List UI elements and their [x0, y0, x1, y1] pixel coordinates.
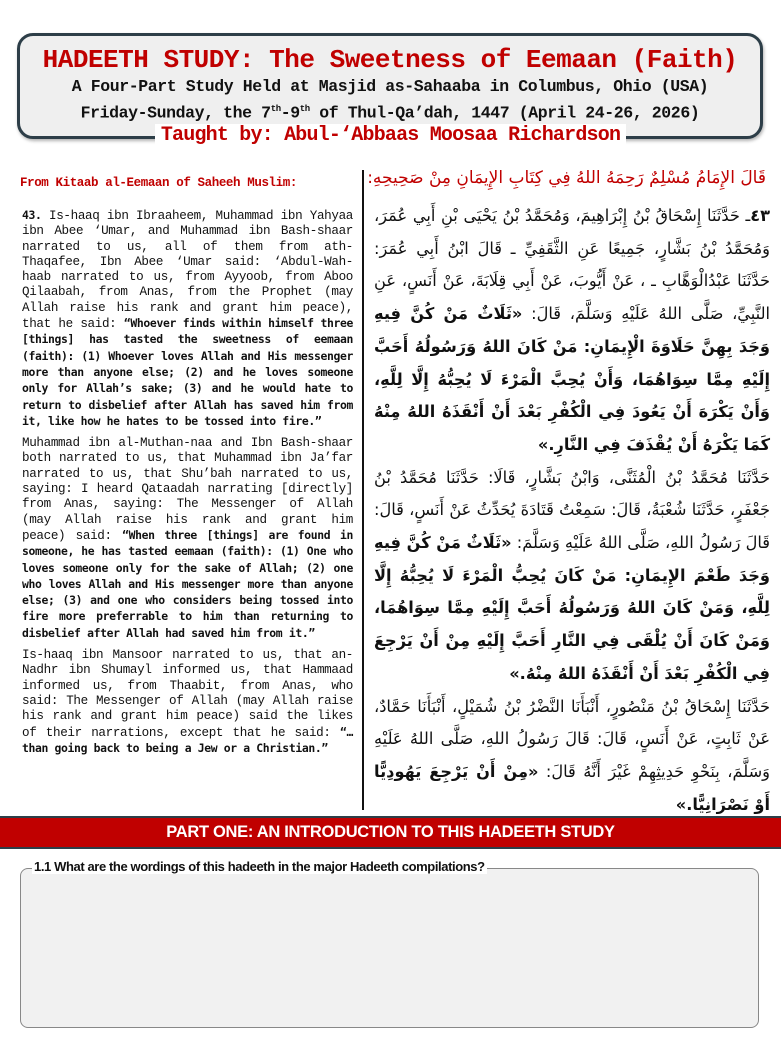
chain-text: Muhammad ibn al-Muthan-naa and Ibn Bash-shaar both narrated to us, that Muhammad ibn Ja’far narrated to us, that Shu’bah narrated to us, saying: I heard Qataadah narrating [directly] from Anas, saying: The Messenger of Allah (may Allah raise his rank and grant him peace) said: [22, 436, 353, 543]
chain-text: حَدَّثَنَا مُحَمَّدُ بْنُ الْمُثَنَّى، وَابْنُ بَشَّارٍ، قَالَا: حَدَّثَنَا مُحَمَّدُ بْنُ جَعْفَرٍ، حَدَّثَنَا شُعْبَةُ، قَالَ: سَمِعْتُ قَتَادَةَ يُحَدِّثُ عَنْ أَنَسٍ، قَالَ: قَالَ رَسُولُ اللهِ، صَلَّى اللهُ عَلَيْهِ وَسَلَّمَ: [374, 467, 770, 553]
date-sup: th [270, 104, 281, 114]
hadeeth-text: “When three [things] are found in someone, he has tasted eemaan (faith): (1) One who loves someone only for the sake of Allah; (2) one who loves Allah and His messenger more than anyone else; (3) and one who considers being tossed into fire more preferrable to him than returning to disbelief after Allah had saved him from it.” [22, 527, 353, 640]
date-sup: th [299, 104, 310, 114]
chain-text: حَدَّثَنَا إِسْحَاقُ بْنُ مَنْصُورٍ، أَنْبَأَنَا النَّضْرُ بْنُ شُمَيْلٍ، أَنْبَأَنَا حَمَّادٌ، عَنْ ثَابِتٍ، عَنْ أَنَسٍ، قَالَ: قَالَ رَسُولُ اللهِ، صَلَّى اللهُ عَلَيْهِ وَسَلَّمَ، بِنَحْوِ حَدِيثِهِمْ غَيْرَ أَنَّهُ قَالَ: [374, 696, 770, 781]
english-paragraph [22, 436, 353, 642]
arabic-paragraph [374, 691, 770, 822]
hadeeth-text: «مِنْ أَنْ يَرْجِعَ يَهُودِيًّا أَوْ نَصْرَانِيًّا.» [374, 761, 770, 814]
hadeeth-text: “Whoever finds within himself three [things] has tasted the sweetness of eemaan (faith): (1) Whoever loves Allah and His messenger more than anyone else; (2) and he loves someone only for Allah’s sake; (3) and he would hate to return to disbelief after Allah has saved him from it, like how he hates to be tossed into fire.” [22, 316, 353, 428]
source-english: From Kitaab al-Eemaan of Saheeh Muslim: [20, 176, 297, 190]
arabic-paragraph [374, 200, 770, 462]
column-divider [362, 170, 364, 810]
hadeeth-text: «ثَلَاثٌ مَنْ كُنَّ فِيهِ وَجَدَ طَعْمَ الإِيمَانِ: مَنْ كَانَ يُحِبُّ الْمَرْءَ لَا يُحِبُّهُ إِلَّا لِلَّهِ، وَمَنْ كَانَ اللهُ وَرَسُولُهُ أَحَبَّ إِلَيْهِ مِمَّا سِوَاهُمَا، وَمَنْ كَانَ أَنْ يُلْقَى فِي النَّارِ أَحَبَّ إِلَيْهِ مِنْ أَنْ يَرْجِعَ فِي الْكُفْرِ بَعْدَ أَنْ أَنْقَذَهُ اللهُ مِنْهُ.» [374, 533, 770, 683]
hadeeth-text: «ثَلَاثٌ مَنْ كُنَّ فِيهِ وَجَدَ بِهِنَّ حَلَاوَةَ الْإِيمَانِ: مَنْ كَانَ اللهُ وَرَسُولُهُ أَحَبَّ إِلَيْهِ مِمَّا سِوَاهُمَا، وَأَنْ يُحِبَّ الْمَرْءَ لَا يُحِبُّهُ إِلَّا لِلَّهِ، وَأَنْ يَكْرَهَ أَنْ يَعُودَ فِي الْكُفْرِ بَعْدَ أَنْ أَنْقَذَهُ اللهُ مِنْهُ كَمَا يَكْرَهُ أَنْ يُقْذَفَ فِي النَّارِ.» [374, 304, 770, 454]
teacher-name: Taught by: Abul-‘Abbaas Moosaa Richardson [155, 124, 626, 147]
chain-text: Is-haaq ibn Mansoor narrated to us, that an-Nadhr ibn Shumayl informed us, that Hammaad informed us, from Thaabit, from Anas, who said: The Messenger of Allah (may Allah raise his rank and grant him peace) said the likes of their narrations, except that he said: [22, 648, 353, 740]
date-line [20, 98, 760, 125]
date-part: -9 [280, 103, 300, 123]
teacher-line [0, 124, 781, 147]
arabic-paragraph [374, 462, 770, 691]
english-paragraph [22, 208, 353, 430]
arabic-text [374, 200, 770, 821]
hadeeth-number: ٤٣ [750, 206, 770, 225]
answer-box[interactable] [20, 868, 759, 1028]
english-translation [22, 208, 353, 763]
subtitle: A Four-Part Study Held at Masjid as-Sahaaba in Columbus, Ohio (USA) [71, 77, 709, 96]
question-label: 1.1 What are the wordings of this hadeeth in the major Hadeeth compilations? [34, 859, 485, 874]
english-paragraph [22, 648, 353, 757]
hadeeth-number: 43. [22, 208, 42, 222]
section-banner: PART ONE: AN INTRODUCTION TO THIS HADEETH STUDY [0, 816, 781, 849]
hadeeth-text: “…than going back to being a Jew or a Christian.” [22, 724, 353, 755]
page-title: HADEETH STUDY: The Sweetness of Eemaan (Faith) [42, 45, 738, 75]
date-part: Friday-Sunday, the 7 [80, 103, 271, 123]
source-arabic: قَالَ الإِمَامُ مُسْلِمٌ رَحِمَهُ اللهُ فِي كِتَابِ الإِيمَانِ مِنْ صَحِيحِهِ: [367, 168, 766, 188]
chain-text: ـ حَدَّثَنَا إِسْحَاقُ بْنُ إِبْرَاهِيمَ، وَمُحَمَّدُ بْنُ يَحْيَى بْنِ أَبِي عُمَرَ، وَمُحَمَّدُ بْنُ بَشَّارٍ، جَمِيعًا عَنِ الثَّقَفِيِّ ـ قَالَ ابْنُ أَبِي عُمَرَ: حَدَّثَنَا عَبْدُالْوَهَّابِ ـ ، عَنْ أَيُّوبَ، عَنْ أَبِي قِلَابَةَ، عَنْ أَنَسٍ، عَنِ النَّبِيِّ، صَلَّى اللهُ عَلَيْهِ وَسَلَّمَ، قَالَ: [374, 206, 770, 324]
date-part: of Thul-Qa’dah, 1447 (April 24-26, 2026) [309, 103, 700, 123]
chain-text: Is-haaq ibn Ibraaheem, Muhammad ibn Yahyaa ibn Abee ‘Umar, and Muhammad ibn Bash-shaar narrated to us, all of them from ath-Thaqafee, Ibn Abee ‘Umar said: ‘Abdul-Wah-haab narrated to us, from Ayyoob, from Aboo Qilaabah, from Anas, from the Prophet (may Allah raise his rank and grant him peace), that he said: [22, 209, 353, 332]
